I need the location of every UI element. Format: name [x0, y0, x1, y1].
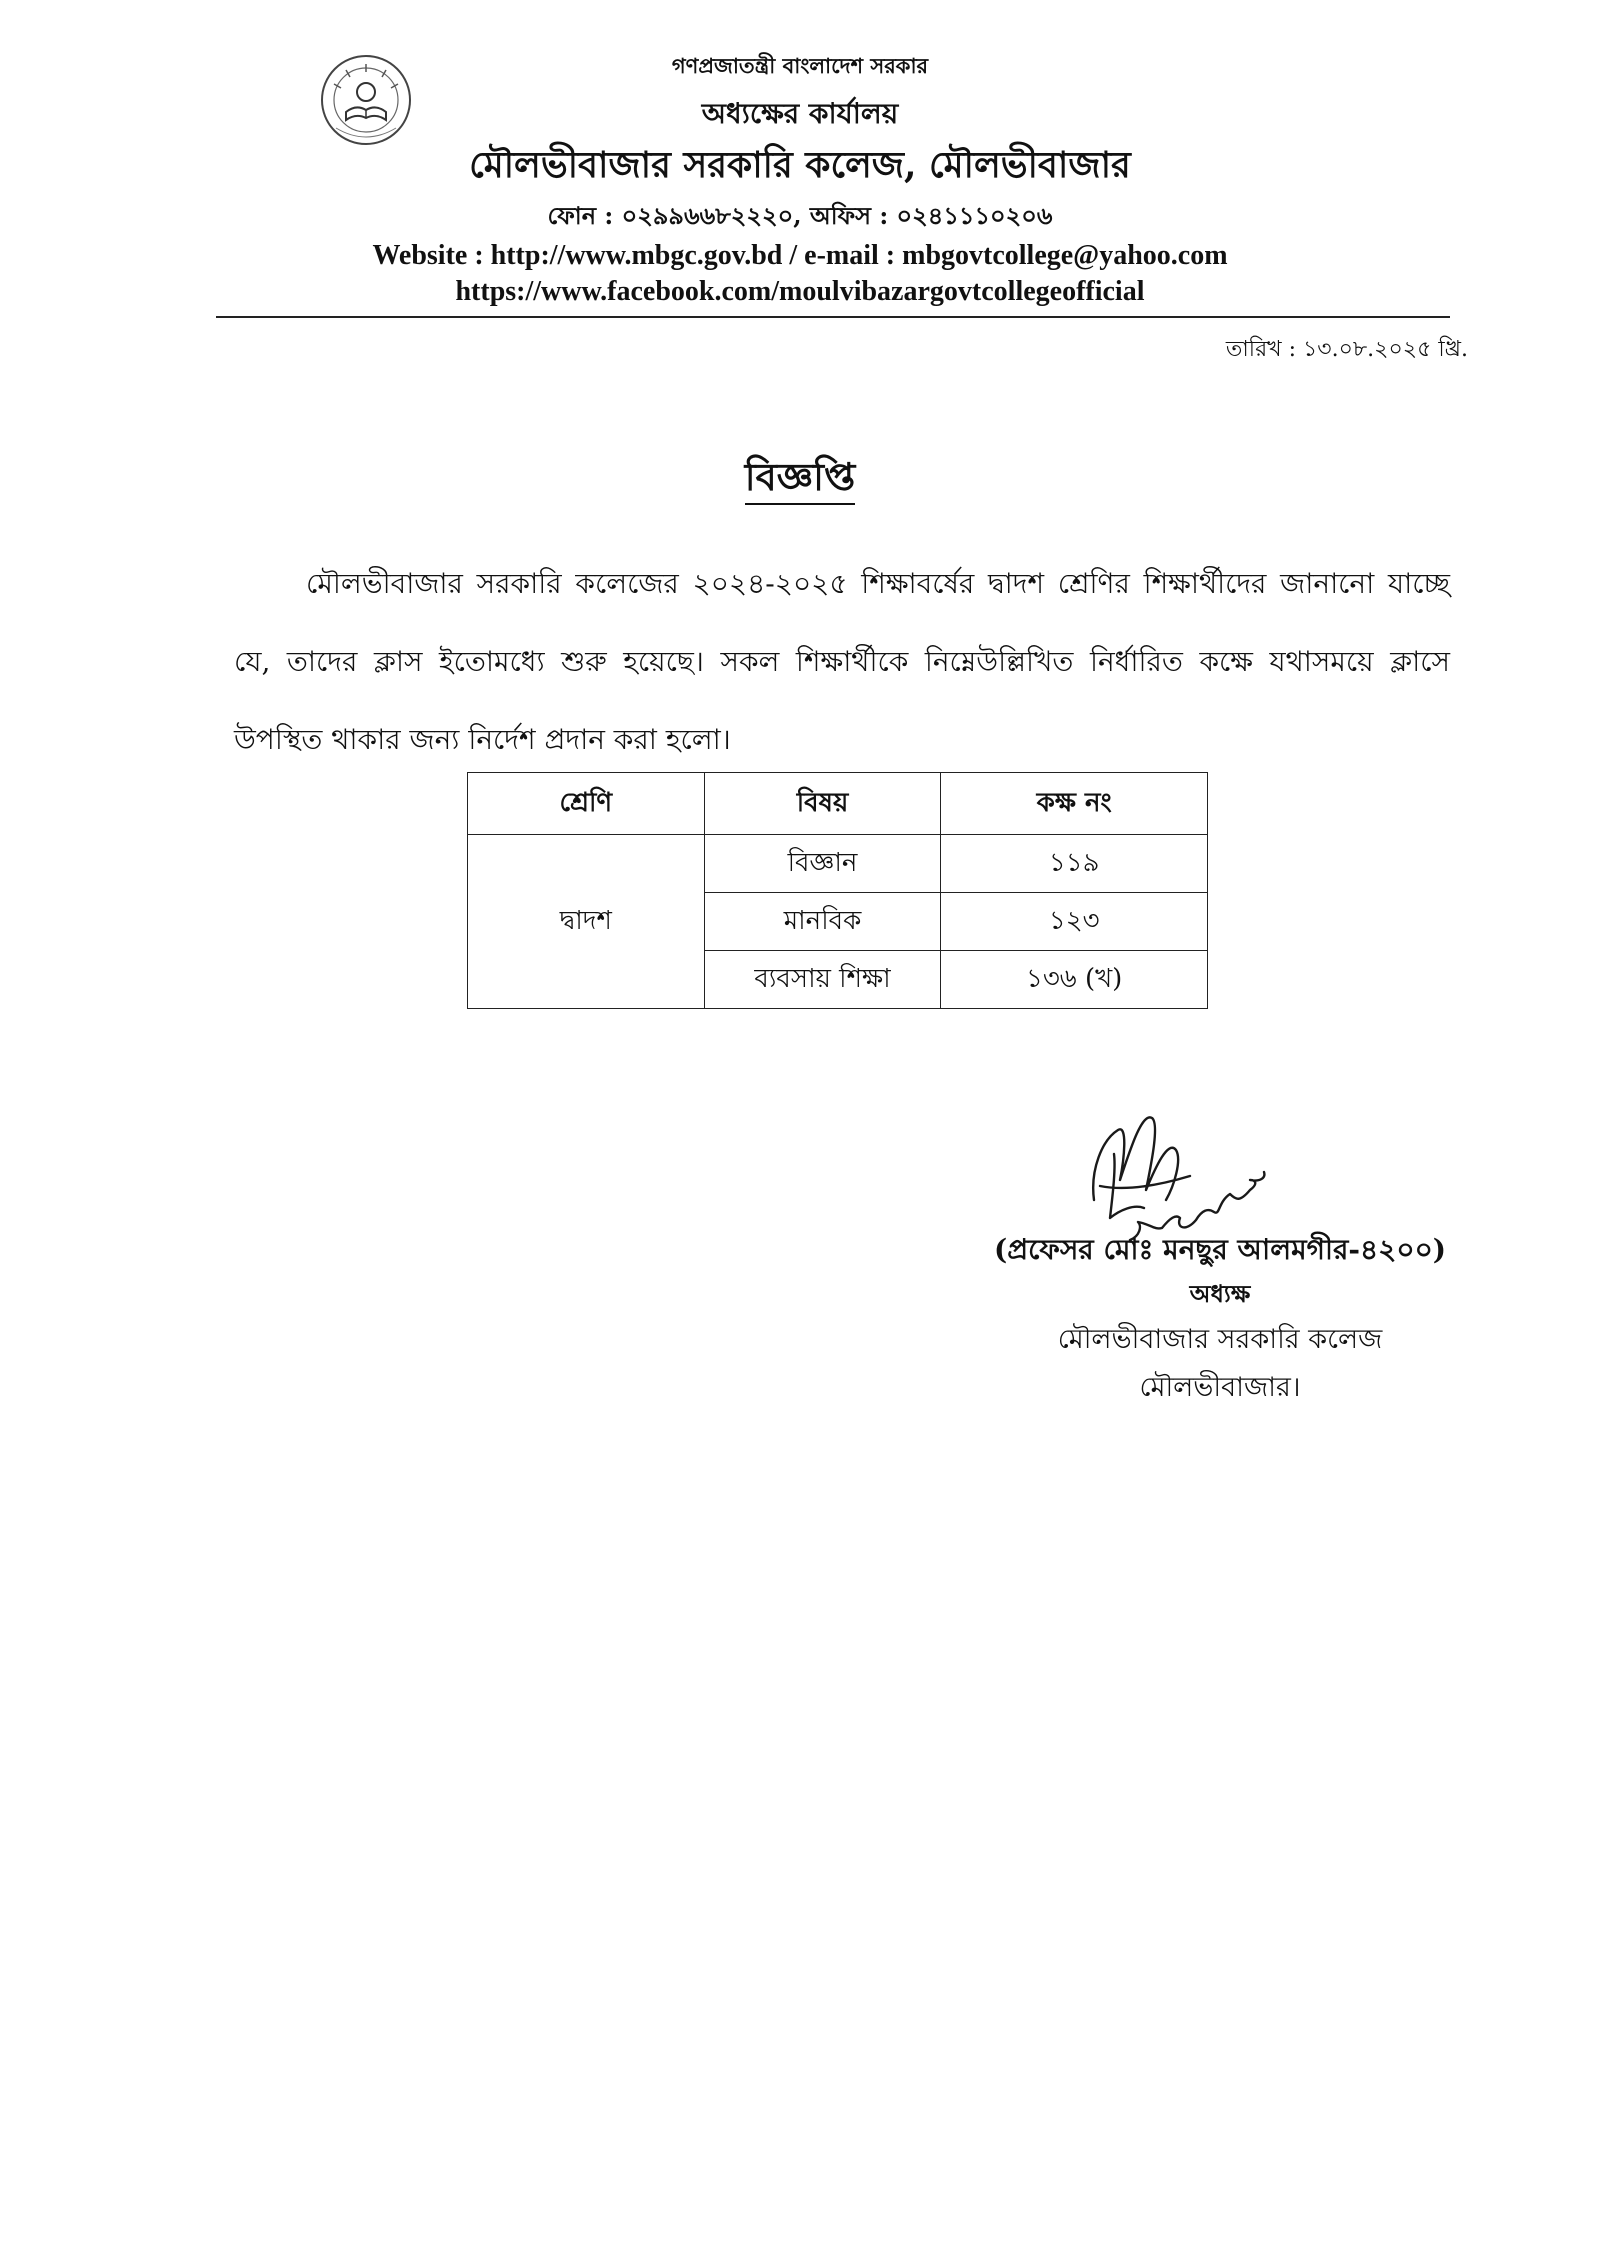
- column-header-class: শ্রেণি: [468, 773, 705, 835]
- notice-body: মৌলভীবাজার সরকারি কলেজের ২০২৪-২০২৫ শিক্ষাবর্ষের দ্বাদশ শ্রেণির শিক্ষার্থীদের জানানো যাচ্ছে যে, তাদের ক্লাস ইতোমধ্যে শুরু হয়েছে। সকল শিক্ষার্থীকে নিম্নেউল্লিখিত নির্ধারিত কক্ষে যথাসময়ে ক্লাসে উপস্থিত থাকার জন্য নির্দেশ প্রদান করা হলো।: [234, 567, 1450, 756]
- government-name: গণপ্রজাতন্ত্রী বাংলাদেশ সরকার: [671, 53, 929, 78]
- column-header-room: কক্ষ নং: [941, 773, 1208, 835]
- class-cell: দ্বাদশ: [468, 835, 705, 1009]
- table-header-row: [468, 773, 1208, 835]
- signatory-name: (প্রফেসর মোঃ মনছুর আলমগীর-৪২০০): [993, 1233, 1447, 1266]
- college-name: মৌলভীবাজার সরকারি কলেজ, মৌলভীবাজার: [469, 144, 1131, 186]
- phone-line: ফোন : ০২৯৯৬৬৮২২২০, অফিস : ০২৪১১১০২০৬: [547, 201, 1053, 230]
- subject-cell: মানবিক: [704, 893, 941, 951]
- room-cell: ১১৯: [941, 835, 1208, 893]
- subject-cell: ব্যবসায় শিক্ষা: [704, 951, 941, 1009]
- room-allocation-table: [467, 772, 1208, 1009]
- signatory-title: অধ্যক্ষ: [1189, 1279, 1251, 1308]
- room-cell: ১২৩: [941, 893, 1208, 951]
- signatory-city: মৌলভীবাজার।: [1139, 1372, 1301, 1403]
- facebook-line: https://www.facebook.com/moulvibazargovtcollegeofficial: [455, 276, 1145, 307]
- column-header-subject: বিষয়: [704, 773, 941, 835]
- room-cell: ১৩৬ (খ): [941, 951, 1208, 1009]
- signatory-college: মৌলভীবাজার সরকারি কলেজ: [1057, 1324, 1383, 1355]
- notice-title: [0, 452, 1600, 505]
- notice-title-text: বিজ্ঞপ্তি: [745, 452, 856, 505]
- subject-cell: বিজ্ঞান: [704, 835, 941, 893]
- table-row: [468, 835, 1208, 893]
- signatory-block: [900, 1228, 1540, 1412]
- notice-date: তারিখ : ১৩.০৮.২০২৫ খ্রি.: [1225, 337, 1468, 362]
- header-divider: [216, 316, 1450, 318]
- office-name: অধ্যক্ষের কার্যালয়: [701, 97, 899, 130]
- website-email-line: Website : http://www.mbgc.gov.bd / e-mail : mbgovtcollege@yahoo.com: [372, 240, 1228, 271]
